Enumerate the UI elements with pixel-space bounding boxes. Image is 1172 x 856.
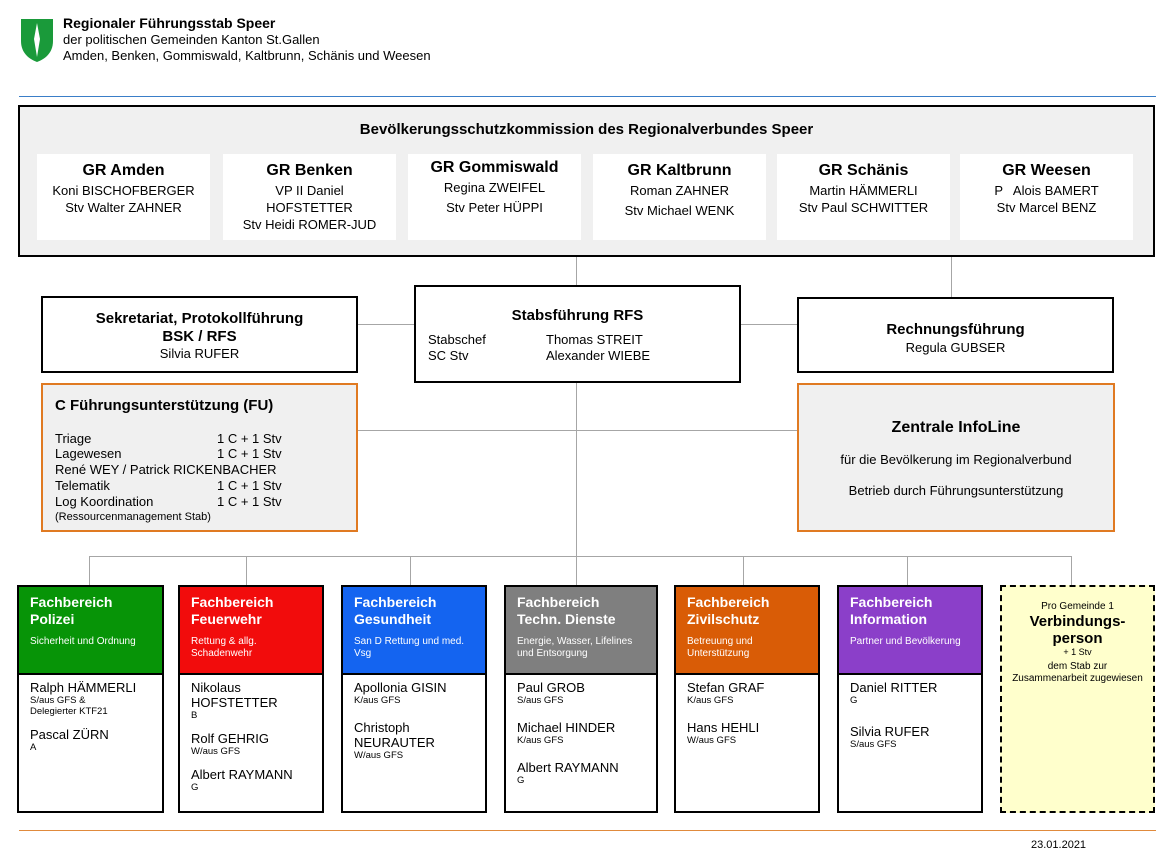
coat-of-arms-logo [19, 17, 55, 63]
fachbereich-label: Fachbereich [850, 594, 933, 610]
infoline-box [797, 383, 1115, 532]
sekretariat-person: Silvia RUFER [159, 346, 240, 361]
person-name: Nikolaus HOFSTETTER [191, 680, 278, 710]
fu-row-value: 1 C + 1 Stv [217, 478, 282, 493]
fachbereich-label: Fachbereich [30, 594, 113, 610]
fachbereich-title: Techn. Dienste [517, 611, 616, 627]
connector-line [357, 324, 415, 325]
gr-line: Roman ZAHNER [630, 183, 729, 198]
header-divider [19, 96, 1156, 97]
gr-line: Martin HÄMMERLI [809, 183, 918, 198]
stabschef-role: Stabschef [428, 332, 486, 347]
gr-name: GR Benken [266, 162, 353, 179]
person-name: Christoph NEURAUTER [354, 720, 435, 750]
fachbereich-title: Polizei [30, 611, 75, 627]
person-role: S/aus GFS & Delegierter KTF21 [30, 695, 108, 717]
connector-line [740, 324, 798, 325]
person-role: G [191, 782, 199, 793]
vp-title: Verbindungs- person [1029, 613, 1126, 647]
gr-line: Stv Peter HÜPPI [446, 200, 543, 215]
connector-line [89, 556, 90, 586]
fachbereich-title: Feuerwehr [191, 611, 262, 627]
gr-schaenis-box [777, 154, 950, 240]
person-name: Paul GROB [517, 680, 585, 695]
connector-line [89, 556, 1072, 557]
person-name: Rolf GEHRIG [191, 731, 270, 746]
fachbereich-header [343, 587, 485, 675]
fu-row-label: Telematik [55, 478, 110, 493]
person-name: Albert RAYMANN [517, 760, 619, 775]
person-role: W/aus GFS [191, 746, 241, 757]
person-role: S/aus GFS [850, 739, 897, 750]
person-role: K/aus GFS [354, 695, 401, 706]
verbindungsperson-box [1000, 585, 1155, 813]
fachbereich-subtitle: Betreuung und Unterstützung [687, 636, 753, 659]
gr-line: Koni BISCHOFBERGER [52, 183, 195, 198]
fachbereich-polizei [17, 585, 164, 813]
person-name: Ralph HÄMMERLI [30, 680, 137, 695]
fachbereich-techn-dienste [504, 585, 658, 813]
fachbereich-label: Fachbereich [191, 594, 274, 610]
person-role: W/aus GFS [354, 750, 404, 761]
fu-row-label: Triage [55, 431, 92, 446]
gr-line: HOFSTETTER [266, 200, 353, 215]
gr-line: Stv Walter ZAHNER [65, 200, 182, 215]
fachbereich-title: Gesundheit [354, 611, 432, 627]
gr-line: Stv Paul SCHWITTER [798, 200, 929, 215]
footer-divider [19, 830, 1156, 831]
sekretariat-title: Sekretariat, Protokollführung [95, 310, 304, 327]
vp-stv: + 1 Stv [1063, 647, 1092, 657]
fachbereich-label: Fachbereich [687, 594, 770, 610]
connector-line [907, 556, 908, 586]
connector-line [743, 556, 744, 586]
person-role: A [30, 742, 37, 753]
fu-row-value: 1 C + 1 Stv [217, 494, 282, 509]
person-role: S/aus GFS [517, 695, 564, 706]
sc-stv-role: SC Stv [428, 348, 469, 363]
gr-name: GR Weesen [1002, 162, 1091, 179]
fachbereich-label: Fachbereich [354, 594, 437, 610]
rechnung-box [797, 297, 1114, 373]
vp-line1: Pro Gemeinde 1 [1041, 601, 1114, 612]
fu-note: (Ressourcenmanagement Stab) [55, 511, 211, 523]
footer-date: 23.01.2021 [1031, 839, 1087, 851]
gr-kaltbrunn-box [593, 154, 766, 240]
fachbereich-zivilschutz [674, 585, 820, 813]
gr-line: Stv Marcel BENZ [996, 200, 1097, 215]
stabsfuehrung-title: Stabsführung RFS [511, 307, 644, 324]
fachbereich-header [19, 587, 162, 675]
gr-line: VP II Daniel [275, 183, 344, 198]
person-role: G [850, 695, 858, 706]
person-role: K/aus GFS [687, 695, 734, 706]
header-municipalities: Amden, Benken, Gommiswald, Kaltbrunn, Schänis und Weesen [63, 48, 431, 63]
fu-row-label: Log Koordination [55, 494, 154, 509]
person-role: B [191, 710, 198, 721]
person-name: Stefan GRAF [687, 680, 765, 695]
fachbereich-header [839, 587, 981, 675]
sekretariat-box [41, 296, 358, 373]
fachbereich-header [676, 587, 818, 675]
commission-box [18, 105, 1155, 257]
stabschef-name: Thomas STREIT [546, 332, 643, 347]
person-role: K/aus GFS [517, 735, 564, 746]
fachbereich-subtitle: Rettung & allg. Schadenwehr [191, 636, 257, 659]
fachbereich-header [506, 587, 656, 675]
connector-line [576, 256, 577, 286]
infoline-line2: Betrieb durch Führungsunterstützung [848, 483, 1064, 498]
fachbereich-subtitle: Partner und Bevölkerung [850, 636, 961, 647]
gr-name: GR Schänis [818, 162, 909, 179]
fu-row-label: René WEY / Patrick RICKENBACHER [55, 462, 277, 477]
infoline-line1: für die Bevölkerung im Regionalverbund [840, 452, 1072, 467]
fachbereich-gesundheit [341, 585, 487, 813]
connector-line [357, 430, 798, 431]
sc-stv-name: Alexander WIEBE [546, 348, 651, 363]
infoline-title: Zentrale InfoLine [891, 419, 1021, 436]
fu-row-value: 1 C + 1 Stv [217, 431, 282, 446]
gr-weesen-box [960, 154, 1133, 240]
person-role: W/aus GFS [687, 735, 737, 746]
person-name: Daniel RITTER [850, 680, 938, 695]
fachbereich-feuerwehr [178, 585, 324, 813]
gr-name: GR Amden [82, 162, 165, 179]
connector-line [951, 256, 952, 297]
fu-row-label: Lagewesen [55, 446, 122, 461]
gr-gommiswald-box [408, 154, 581, 240]
person-name: Pascal ZÜRN [30, 727, 109, 742]
person-role: G [517, 775, 525, 786]
gr-name: GR Gommiswald [430, 159, 559, 176]
person-name: Silvia RUFER [850, 724, 930, 739]
gr-line: P Alois BAMERT [994, 183, 1099, 198]
fachbereich-subtitle: Energie, Wasser, Lifelines und Entsorgung [517, 636, 633, 659]
fachbereich-subtitle: San D Rettung und med. Vsg [354, 636, 465, 659]
fu-title: C Führungsunterstützung (FU) [55, 397, 274, 414]
vp-assignment: dem Stab zur Zusammenarbeit zugewiesen [1012, 661, 1143, 684]
fachbereich-title: Zivilschutz [687, 611, 760, 627]
person-name: Hans HEHLI [687, 720, 760, 735]
person-name: Apollonia GISIN [354, 680, 447, 695]
gr-benken-box [223, 154, 396, 240]
rechnung-person: Regula GUBSER [905, 340, 1006, 355]
connector-line [410, 556, 411, 586]
person-name: Albert RAYMANN [191, 767, 293, 782]
gr-amden-box [37, 154, 210, 240]
commission-title: Bevölkerungsschutzkommission des Regionalverbundes Speer [359, 121, 814, 138]
sekretariat-subtitle: BSK / RFS [162, 328, 237, 345]
header-title: Regionaler Führungsstab Speer [63, 15, 276, 31]
gr-line: Stv Michael WENK [624, 203, 735, 218]
fu-row-value: 1 C + 1 Stv [217, 446, 282, 461]
person-name: Michael HINDER [517, 720, 616, 735]
rechnung-title: Rechnungsführung [886, 321, 1025, 338]
fachbereich-label: Fachbereich [517, 594, 600, 610]
gr-line: Stv Heidi ROMER-JUD [242, 217, 377, 232]
gr-line: Regina ZWEIFEL [443, 180, 546, 195]
fachbereich-header [180, 587, 322, 675]
connector-line [1071, 556, 1072, 586]
stabsfuehrung-box [414, 285, 741, 383]
gr-name: GR Kaltbrunn [627, 162, 732, 179]
fu-box [41, 383, 358, 532]
fachbereich-title: Information [850, 611, 927, 627]
fachbereich-information [837, 585, 983, 813]
connector-line [246, 556, 247, 586]
fachbereich-subtitle: Sicherheit und Ordnung [30, 636, 136, 647]
header-subtitle: der politischen Gemeinden Kanton St.Gallen [63, 32, 320, 47]
